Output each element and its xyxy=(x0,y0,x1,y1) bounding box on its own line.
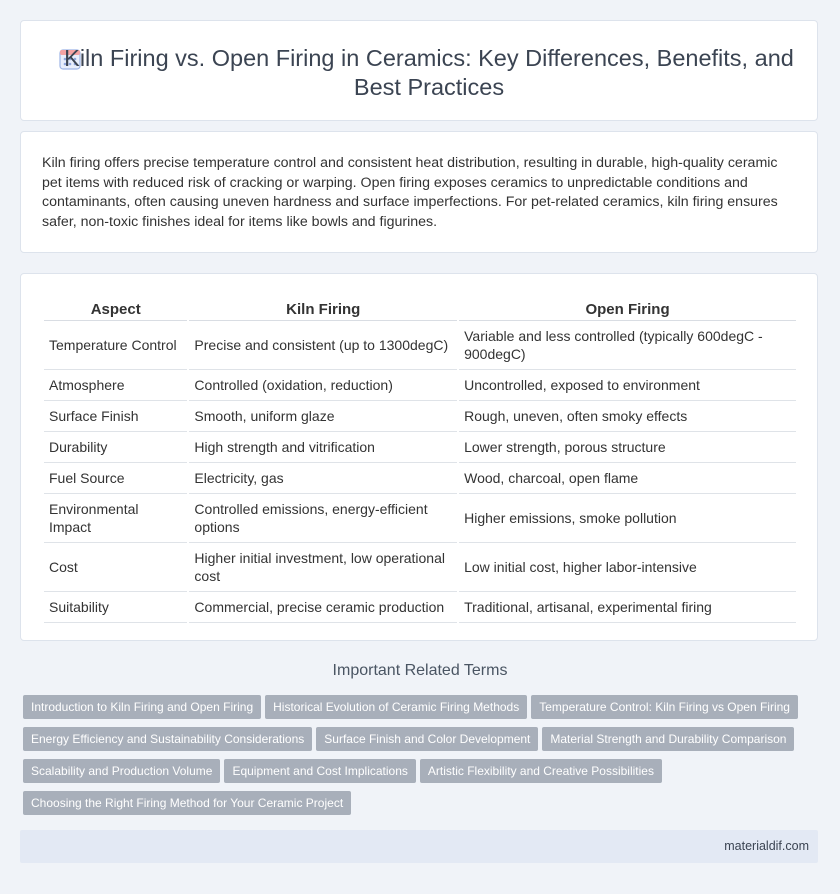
footer-site-link[interactable]: materialdif.com xyxy=(724,839,809,853)
related-term-tag[interactable]: Choosing the Right Firing Method for Your Ceramic Project xyxy=(23,791,351,815)
related-term-tag[interactable]: Introduction to Kiln Firing and Open Firing xyxy=(23,695,261,719)
header-aspect: Aspect xyxy=(44,296,187,321)
cell-kiln: Controlled (oxidation, reduction) xyxy=(189,370,457,401)
cell-kiln: Precise and consistent (up to 1300degC) xyxy=(189,321,457,370)
comparison-table xyxy=(42,296,798,623)
table-row xyxy=(44,463,796,494)
cell-aspect: Fuel Source xyxy=(44,463,187,494)
header-kiln-firing: Kiln Firing xyxy=(189,296,457,321)
cell-open: Higher emissions, smoke pollution xyxy=(459,494,796,543)
table-row xyxy=(44,321,796,370)
related-term-tag[interactable]: Energy Efficiency and Sustainability Considerations xyxy=(23,727,312,751)
table-row xyxy=(44,592,796,623)
cell-open: Lower strength, porous structure xyxy=(459,432,796,463)
table-header-row xyxy=(44,296,796,321)
cell-aspect: Durability xyxy=(44,432,187,463)
cell-aspect: Atmosphere xyxy=(44,370,187,401)
cell-kiln: Higher initial investment, low operational cost xyxy=(189,543,457,592)
cell-open: Variable and less controlled (typically 600degC - 900degC) xyxy=(459,321,796,370)
cell-open: Low initial cost, higher labor-intensive xyxy=(459,543,796,592)
table-row xyxy=(44,370,796,401)
cell-aspect: Surface Finish xyxy=(44,401,187,432)
cell-aspect: Environmental Impact xyxy=(44,494,187,543)
cell-open: Traditional, artisanal, experimental firing xyxy=(459,592,796,623)
related-term-tag[interactable]: Equipment and Cost Implications xyxy=(224,759,415,783)
related-term-tag[interactable]: Historical Evolution of Ceramic Firing Methods xyxy=(265,695,527,719)
related-terms-heading: Important Related Terms xyxy=(332,662,508,679)
cell-kiln: Electricity, gas xyxy=(189,463,457,494)
cell-kiln: High strength and vitrification xyxy=(189,432,457,463)
cell-aspect: Temperature Control xyxy=(44,321,187,370)
footer xyxy=(20,830,818,863)
related-term-tag[interactable]: Scalability and Production Volume xyxy=(23,759,220,783)
related-term-tag[interactable]: Artistic Flexibility and Creative Possibilities xyxy=(420,759,662,783)
cell-aspect: Cost xyxy=(44,543,187,592)
related-term-tag[interactable]: Surface Finish and Color Development xyxy=(316,727,538,751)
cell-aspect: Suitability xyxy=(44,592,187,623)
table-row xyxy=(44,494,796,543)
related-terms-tags xyxy=(23,695,813,823)
cell-kiln: Smooth, uniform glaze xyxy=(189,401,457,432)
intro-card xyxy=(20,131,818,253)
related-term-tag[interactable]: Temperature Control: Kiln Firing vs Open Firing xyxy=(531,695,798,719)
intro-paragraph: Kiln firing offers precise temperature control and consistent heat distribution, resulting in durable, high-quality ceramic pet items with reduced risk of cracking or warping. Open firing exposes ceramics to unpredictable conditions and contaminants, often causing uneven hardness and surface imperfections. For pet-related ceramics, kiln firing ensures safer, non-toxic finishes ideal for items like bowls and figurines. xyxy=(42,155,778,230)
cell-open: Uncontrolled, exposed to environment xyxy=(459,370,796,401)
cell-open: Wood, charcoal, open flame xyxy=(459,463,796,494)
cell-kiln: Controlled emissions, energy-efficient options xyxy=(189,494,457,543)
table-row xyxy=(44,401,796,432)
comparison-table-card xyxy=(20,273,818,641)
table-row xyxy=(44,543,796,592)
header-open-firing: Open Firing xyxy=(459,296,796,321)
related-term-tag[interactable]: Material Strength and Durability Comparison xyxy=(542,727,794,751)
cell-open: Rough, uneven, often smoky effects xyxy=(459,401,796,432)
header-card xyxy=(20,20,818,121)
cell-kiln: Commercial, precise ceramic production xyxy=(189,592,457,623)
page-title: Kiln Firing vs. Open Firing in Ceramics: Key Differences, Benefits, and Best Practices xyxy=(64,45,794,100)
table-row xyxy=(44,432,796,463)
